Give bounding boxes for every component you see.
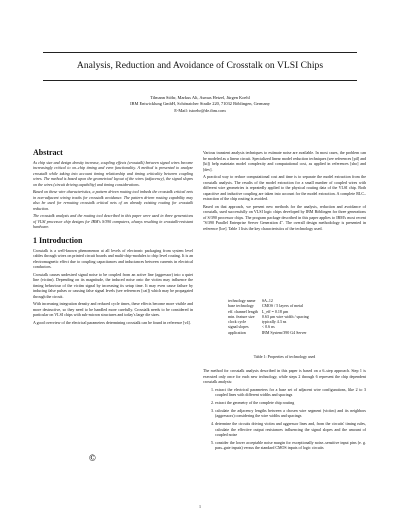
table-cell: 0.63 µm wire width / spacing: [261, 313, 309, 319]
left-column: [33, 150, 193, 328]
intro-paragraph: With increasing integration density and reduced cycle times, these effects become more visible and more destructive, so they need to be handled more carefully. Crosstalk needs to be considered in particular on VLSI chips with sub-micron structures and today's large die sizes.: [33, 301, 193, 318]
list-item: 5. consider the lower acceptable noise margin for exceptionally noise–sensitive input pins (e. g. pass–gate inputs) versus the standard CMOS inputs of logic circuits: [215, 440, 366, 451]
intro-paragraph: Crosstalk causes undesired signal noise to be coupled from an active line (aggressor) into a quiet line (victim). Depending on its magnitude, the induced noise onto the victim may influence the timing behaviour of the victim signal by increasing its setup time. It may even cause failure by inducing false pulses or causing false signal levels (see references [cai]) which may be propagated through the circuit.: [33, 271, 193, 299]
authors: Tilmann Stöhr, Markus Alt, Asmus Hetzel, Jürgen Koehl: [150, 95, 250, 100]
table-cell: < 0.6 ns: [261, 324, 275, 330]
table-cell: CMOS / 5 layers of metal: [261, 303, 304, 309]
table-cell: signal slopes: [228, 324, 249, 330]
body-paragraph: A practical way to reduce computational cost and time is to separate the model extraction from the crosstalk analysis. The results of the model extraction for a small number of coupled wires with different wire geometries is repeatedly applied to the physical routing data of the VLSI chip. Both capacitive and inductive coupling are taken into account for the model extraction. A complete RLC–extraction of the chip routing is avoided.: [203, 174, 366, 202]
paper-title: Analysis, Reduction and Avoidance of Crosstalk on VLSI Chips: [76, 60, 324, 71]
intro-paragraph: Crosstalk is a well-known phenomenon at all levels of electronic packaging from system level cables through wires on printed circuit boards and multi-chip-modules to chip level routing. It is an electromagnetic effect due to coupling capacitances and inductances between currents in electrical conductors.: [33, 247, 193, 270]
right-column-lower: [203, 368, 366, 453]
table-row: [228, 303, 313, 308]
abstract-paragraph: The crosstalk analysis and the routing tool described in this paper were used in three generations of VLSI processor chip designs for IBM's S/390 computers, always resulting in crosstalk-resistant hardware.: [33, 213, 193, 230]
technology-table: [228, 298, 313, 335]
intro-paragraph: A good overview of the electrical parameters determining crosstalk can be found in reference [v4].: [33, 320, 191, 326]
table-caption: Table 1: Properties of technology used: [253, 354, 316, 359]
abstract-paragraph: As chip size and design density increase, coupling effects (crosstalk) between signal wires become increasingly critical to on–chip timing and even functionality. A method is presented to analyze crosstalk while taking into account timing relationship and timing criticality between coupling wires. The method is based upon the geometrical layout of the wires (adjacency), the signal slopes on the wires (circuit driving capability) and timing considerations.: [33, 159, 193, 187]
right-column-upper: [203, 150, 366, 234]
table-cell: eff. channel length: [228, 308, 258, 314]
table-cell: application: [228, 329, 246, 335]
table-cell: IBM System/390 G4 Server: [261, 329, 307, 335]
list-item: 2. extract the geometry of the complete chip routing: [215, 400, 366, 406]
table-cell: L_eff = 0.18 µm: [261, 308, 289, 314]
page-number: 1: [199, 504, 201, 509]
table-cell: typically 4.3 ns: [261, 319, 287, 325]
email: E-Mail: tstoehr@de.ibm.com: [174, 107, 226, 113]
list-item: 1. extract the electrical parameters for a base set of adjacent wire configurations, like 2 to 3 coupled lines with different widths and spacings: [215, 387, 366, 398]
title-top-rule: [43, 52, 357, 53]
body-paragraph: The method for crosstalk analysis described in this paper is based on a 6–step approach. Step 1 is executed only once for each new technology, while steps 2 through 6 represent the chip dependent crosstalk analysis:: [203, 368, 366, 384]
title-bottom-rule: [43, 80, 357, 81]
author-block: [43, 95, 357, 114]
table-cell: base technology: [228, 303, 254, 309]
body-paragraph: Various transient analysis techniques to estimate noise are available. In most cases, the problem can be modeled as a linear circuit. Specialized linear model reduction techniques (see references [pil] and [ki]) help maintain model complexity and computational cost, as applied in references [sho] and [dev].: [203, 150, 366, 172]
table-cell: clock cycle: [228, 319, 247, 325]
abstract-paragraph: Based on these wire characteristics, a pattern driven routing tool imbeds the crosstalk critical nets in non-adjacent wiring tracks for crosstalk avoidance. The pattern driven routing capability may also be used for rerouting crosstalk critical nets of an already existing routing for crosstalk reduction.: [33, 189, 193, 211]
copyright-symbol: ©: [89, 453, 96, 463]
list-item: 3. calculate the adjacency lengths between a chosen wire segment (victim) and its neighbors (aggressors) considering the wire widths and spacings: [215, 408, 366, 419]
affiliation: IBM Entwicklung GmbH, Schönaicher Straße 220, 71032 Böblingen, Germany: [130, 101, 270, 107]
introduction-heading: 1 Introduction: [33, 236, 83, 246]
abstract-heading: Abstract: [33, 148, 63, 157]
table-cell: SA–12: [261, 298, 273, 303]
steps-list: [203, 387, 366, 451]
list-item: 4. determine the circuits driving victim and aggressor lines and, from the circuits' timing rules, calculate the effective output resistances influencing the signal slopes and the amount of coupled noise: [215, 421, 366, 438]
body-paragraph: Based on that approach, we present new methods for the analysis, reduction and avoidance of crosstalk, used successfully on VLSI logic chips developed by IBM Böblingen for three generations of S/390 processor chips. The program package described in this paper applies to IBM's most recent "S/390 Parallel Enterprise Server Generation 4". The overall design methodology is presented in reference [loe]. Table 1 lists the key characteristics of the technology used.: [203, 203, 366, 231]
table-row: [228, 330, 313, 335]
table-cell: min. feature size: [228, 313, 255, 319]
table-cell: technology name: [228, 298, 256, 303]
